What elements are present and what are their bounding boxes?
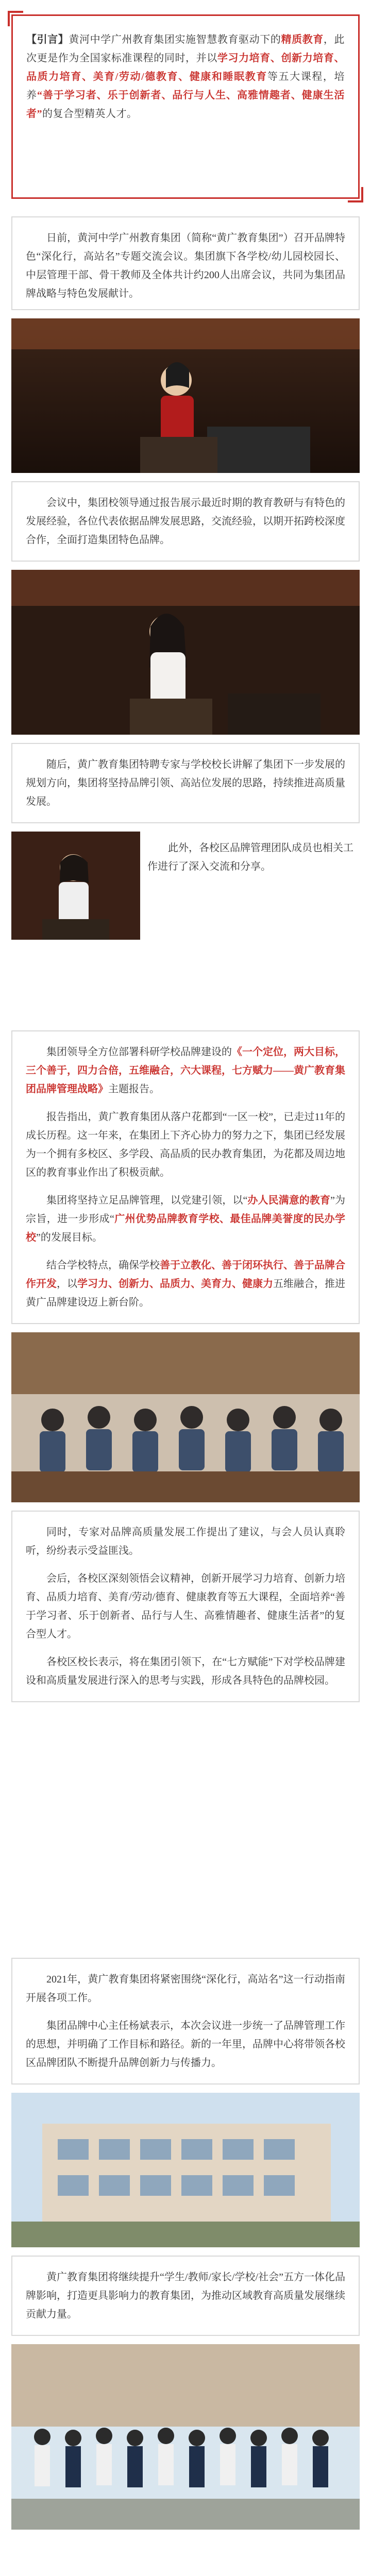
intro-box xyxy=(11,14,360,199)
intro-highlight-1: 精质教育 xyxy=(281,34,324,45)
section-2-p5: 同时，专家对品牌高质量发展工作提出了建议，与会人员认真聆听，纷纷表示受益匪浅。 xyxy=(26,1527,345,1556)
section-3-p3: 黄广教育集团将继续提升“学生/教师/家长/学校/社会”五方一体化品牌影响，打造更具影响力的教育集团，为推动区域教育高质量发展继续贡献力量。 xyxy=(26,2272,345,2320)
section-2-p7: 各校区校长表示，将在集团引领下，在“七方赋能”下对学校品牌建设和高质量发展进行深入的思考与实践，形成各具特色的品牌校园。 xyxy=(26,1656,345,1686)
s2-p3-c: ”的发展目标。 xyxy=(36,1232,103,1243)
s2-p4-b: ，以 xyxy=(57,1278,77,1290)
section-2 xyxy=(11,1030,360,1324)
s2-p3-b: ”为宗旨，进一步形成“ xyxy=(26,1195,346,1225)
s2-highlight-4: 善于立教化、善于闭环执行、善于品牌合作开发 xyxy=(26,1260,345,1290)
s2-p4-a: 结合学校特点，确保学校 xyxy=(46,1260,160,1271)
s2-p1-end: 主题报告。 xyxy=(108,1083,160,1095)
s2-highlight-3: 广州优势品牌教育学校、最佳品牌美誉度的民办学校 xyxy=(26,1213,345,1243)
intro-highlight-3: “善于学习者、乐于创新者、品行与人生、高雅情趣者、健康生活者” xyxy=(26,90,345,120)
section-2-text-2 xyxy=(11,1511,360,1702)
section-1 xyxy=(11,216,360,310)
photo-row xyxy=(11,832,360,940)
section-1-p3: 随后，黄广教育集团特聘专家与学校校长讲解了集团下一步发展的规划方向，集团将坚持品牌引领、高站位发展的思路，持续推进高质量发展。 xyxy=(26,759,345,807)
photo-group xyxy=(11,2344,360,2530)
intro-text-b: ，此次更是作为全国家标准课程的同时，并以 xyxy=(26,34,345,64)
intro-text-a: 黄河中学广州教育集团实施智慧教育驱动下的 xyxy=(69,34,281,45)
photo-speaker-2 xyxy=(11,570,360,735)
section-2-p6: 会后，各校区深刻领悟会议精神，创新开展学习力培育、创新力培育、品质力培育、美育/劳动/德育、健康教育等五大课程，全面培养“善于学习者、乐于创新者、品行与人生、高雅情趣者、健康生活者”的复合型人才。 xyxy=(26,1573,345,1640)
s2-p1-text: 集团领导全方位部署科研学校品牌建设的 xyxy=(46,1046,232,1058)
intro-text xyxy=(26,30,345,123)
s2-highlight-2: 办人民满意的教育 xyxy=(247,1195,331,1206)
photo-speaker-1 xyxy=(11,318,360,473)
section-1-text-2 xyxy=(11,481,360,562)
s2-p4-c: 五维融合，推进黄广品牌建设迈上新台阶。 xyxy=(26,1278,345,1308)
section-3-p1: 2021年，黄广教育集团将紧密围绕“深化行，高站名”这一行动指南开展各项工作。 xyxy=(26,1974,345,2004)
intro-text-d: 的复合型精英人才。 xyxy=(42,108,138,120)
photo-building xyxy=(11,2093,360,2247)
section-2-p3 xyxy=(26,1191,345,1247)
photo-audience xyxy=(11,1332,360,1502)
s2-highlight-5: 学习力、创新力、品质力、美育力、健康力 xyxy=(77,1278,273,1290)
section-1-text-3 xyxy=(11,743,360,823)
section-1-p2: 会议中，集团校领导通过报告展示最近时期的教育教研与有特色的发展经验，各位代表依据品牌发展思路，交流经验，以期开拓跨校深度合作，全面打造集团特色品牌。 xyxy=(26,497,345,546)
intro-highlight-2: 学习力培育、创新力培育、品质力培育、美育/劳动/德教育、健康和睡眠教育 xyxy=(26,53,345,82)
intro-tag: 【引言】 xyxy=(26,34,69,45)
section-3-p2: 集团品牌中心主任杨斌表示，本次会议进一步统一了品牌管理工作的思想，并明确了工作目标和路径。新的一年里，品牌中心将带领各校区品牌团队不断提升品牌创新力与传播力。 xyxy=(26,2020,345,2069)
section-1-p1: 日前，黄河中学广州教育集团（简称“黄广教育集团”）召开品牌特色“深化行，高站名”专题交流会议。集团旗下各学校/幼儿园校园长、中层管理干部、骨干教师及全体共计约200人出席会议，共同为集团品牌战略与特色发展献计。 xyxy=(26,232,345,299)
section-3 xyxy=(11,1958,360,2084)
section-1-caption: 此外，各校区品牌管理团队成员也相关工作进行了深入交流和分享。 xyxy=(147,842,353,872)
section-2-p1 xyxy=(26,1043,345,1098)
intro-text-c: 等五大课程，培养 xyxy=(26,71,345,101)
photo-speaker-3 xyxy=(11,832,140,940)
section-2-p4 xyxy=(26,1256,345,1312)
section-2-p2: 报告指出，黄广教育集团从落户花都到“一区一校”，已走过11年的成长历程。这一年来，在集团上下齐心协力的努力之下，集团已经发展为一个拥有多校区、多学段、高品质的民办教育集团，为花都及周边地区的教育事业作出了积极贡献。 xyxy=(26,1111,345,1178)
s2-highlight-1: 《一个定位，两大目标，三个善于，四力合倍，五维融合，六大课程，七方赋力——黄广教育集团品牌管理战略》 xyxy=(26,1046,345,1095)
section-3-text-2 xyxy=(11,2256,360,2336)
s2-p3-a: 集团将坚持立足品牌管理，以党建引领，以“ xyxy=(46,1195,248,1206)
